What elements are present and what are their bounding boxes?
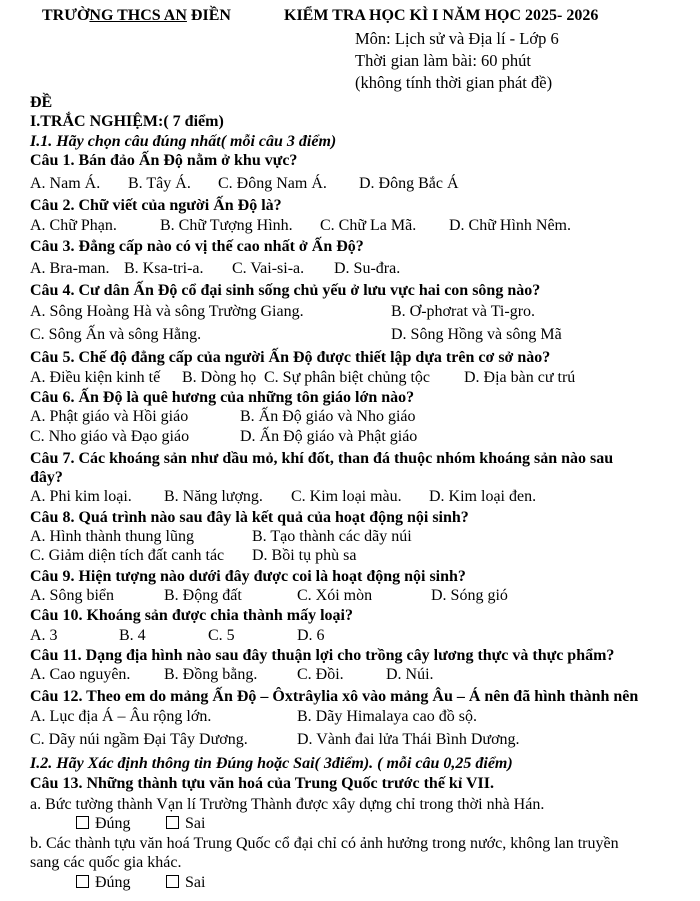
q3-option-d: D. Su-đra. bbox=[334, 260, 401, 277]
question-12: Câu 12. Theo em do mảng Ấn Độ – Ôxtrâylia xô vào mảng Âu – Á nên đã hình thành nên bbox=[30, 688, 639, 705]
exam-title: KIỂM TRA HỌC KÌ I NĂM HỌC 2025- 2026 bbox=[284, 7, 599, 24]
q2-option-b: B. Chữ Tượng Hình. bbox=[160, 217, 293, 234]
q6-option-d: D. Ấn Độ giáo và Phật giáo bbox=[240, 428, 418, 445]
q4-option-a: A. Sông Hoàng Hà và sông Trường Giang. bbox=[30, 303, 304, 320]
q5-option-a: A. Điều kiện kinh tế bbox=[30, 369, 161, 386]
q6-option-c: C. Nho giáo và Đạo giáo bbox=[30, 428, 190, 445]
q6-option-a: A. Phật giáo và Hồi giáo bbox=[30, 408, 189, 425]
q8-option-d: D. Bồi tụ phù sa bbox=[252, 547, 357, 564]
duration-line: Thời gian làm bài: 60 phút bbox=[355, 51, 531, 70]
question-13: Câu 13. Những thành tựu văn hoá của Trung Quốc trước thế kỉ VII. bbox=[30, 775, 494, 792]
q8-option-a: A. Hình thành thung lũng bbox=[30, 528, 194, 545]
part1-title: I.TRẮC NGHIỆM:( 7 điểm) bbox=[30, 113, 224, 130]
q11-option-b: B. Đồng bằng. bbox=[164, 666, 258, 683]
q2-option-d: D. Chữ Hình Nêm. bbox=[449, 217, 571, 234]
q1-option-a: A. Nam Á. bbox=[30, 175, 101, 192]
q8-option-c: C. Giảm diện tích đất canh tác bbox=[30, 547, 225, 564]
q5-option-d: D. Địa bàn cư trú bbox=[464, 369, 576, 386]
q10-option-b: B. 4 bbox=[119, 627, 146, 644]
question-8: Câu 8. Quá trình nào sau đây là kết quả của hoạt động nội sinh? bbox=[30, 509, 469, 526]
question-9: Câu 9. Hiện tượng nào dưới đây được coi là hoạt động nội sinh? bbox=[30, 568, 466, 585]
question-10: Câu 10. Khoáng sản được chia thành mấy loại? bbox=[30, 607, 353, 624]
part12-title: I.2. Hãy Xác định thông tin Đúng hoặc Sai( 3điểm). ( mỗi câu 0,25 điểm) bbox=[30, 755, 513, 772]
q10-option-a: A. 3 bbox=[30, 627, 58, 644]
checkbox-icon[interactable] bbox=[166, 875, 179, 888]
q5-option-b: B. Dòng họ bbox=[182, 369, 257, 386]
q3-option-c: C. Vai-si-a. bbox=[232, 260, 305, 277]
q13b-false-option[interactable]: Sai bbox=[166, 874, 205, 892]
q1-option-b: B. Tây Á. bbox=[128, 175, 191, 192]
q12-option-c: C. Dãy núi ngầm Đại Tây Dương. bbox=[30, 731, 248, 748]
q13-statement-a: a. Bức tường thành Vạn lí Trường Thành được xây dựng chỉ trong thời nhà Hán. bbox=[30, 796, 545, 813]
part1-subtitle: I.1. Hãy chọn câu đúng nhất( mỗi câu 3 điểm) bbox=[30, 133, 337, 150]
q9-option-b: B. Động đất bbox=[164, 587, 242, 604]
q1-option-d: D. Đông Bắc Á bbox=[359, 175, 459, 192]
q13a-true-option[interactable]: Đúng bbox=[76, 815, 131, 833]
q4-option-c: C. Sông Ấn và sông Hằng. bbox=[30, 326, 202, 343]
q5-option-c: C. Sự phân biệt chủng tộc bbox=[264, 369, 430, 386]
q6-option-b: B. Ấn Độ giáo và Nho giáo bbox=[240, 408, 416, 425]
q7-option-c: C. Kim loại màu. bbox=[291, 488, 402, 505]
q11-option-c: C. Đồi. bbox=[297, 666, 344, 683]
q9-option-c: C. Xói mòn bbox=[297, 587, 373, 604]
q13a-false-option[interactable]: Sai bbox=[166, 815, 205, 833]
q13-statement-b: b. Các thành tựu văn hoá Trung Quốc cổ đại chỉ có ảnh hưởng trong nước, không lan truyền bbox=[30, 835, 619, 852]
question-7-cont: đây? bbox=[30, 469, 63, 486]
q7-option-a: A. Phi kim loại. bbox=[30, 488, 132, 505]
note-line: (không tính thời gian phát đề) bbox=[355, 73, 553, 92]
question-7: Câu 7. Các khoáng sản như dầu mỏ, khí đốt, than đá thuộc nhóm khoáng sản nào sau bbox=[30, 450, 614, 467]
checkbox-icon[interactable] bbox=[166, 816, 179, 829]
q4-option-b: B. Ơ-phơrat và Ti-gro. bbox=[391, 303, 536, 320]
de-label: ĐỀ bbox=[30, 94, 53, 111]
subject-line: Môn: Lịch sử và Địa lí - Lớp 6 bbox=[355, 29, 559, 48]
question-2: Câu 2. Chữ viết của người Ấn Độ là? bbox=[30, 197, 282, 214]
question-6: Câu 6. Ấn Độ là quê hương của những tôn giáo lớn nào? bbox=[30, 389, 415, 406]
question-5: Câu 5. Chế độ đẳng cấp của người Ấn Độ được thiết lập dựa trên cơ sở nào? bbox=[30, 349, 551, 366]
q12-option-a: A. Lục địa Á – Âu rộng lớn. bbox=[30, 708, 212, 725]
q10-option-c: C. 5 bbox=[208, 627, 235, 644]
q10-option-d: D. 6 bbox=[297, 627, 325, 644]
q3-option-a: A. Bra-man. bbox=[30, 260, 110, 277]
q11-option-a: A. Cao nguyên. bbox=[30, 666, 131, 683]
q7-option-d: D. Kim loại đen. bbox=[429, 488, 537, 505]
q13-statement-b-cont: sang các quốc gia khác. bbox=[30, 854, 182, 871]
q2-option-c: C. Chữ La Mã. bbox=[320, 217, 417, 234]
q4-option-d: D. Sông Hồng và sông Mã bbox=[391, 326, 562, 343]
question-11: Câu 11. Dạng địa hình nào sau đây thuận lợi cho trồng cây lương thực và thực phẩm? bbox=[30, 647, 615, 664]
q7-option-b: B. Năng lượng. bbox=[164, 488, 263, 505]
question-4: Câu 4. Cư dân Ấn Độ cổ đại sinh sống chủ yếu ở lưu vực hai con sông nào? bbox=[30, 282, 541, 299]
q8-option-b: B. Tạo thành các dãy núi bbox=[252, 528, 412, 545]
q9-option-a: A. Sông biển bbox=[30, 587, 114, 604]
q12-option-d: D. Vành đai lửa Thái Bình Dương. bbox=[297, 731, 520, 748]
q13b-true-option[interactable]: Đúng bbox=[76, 874, 131, 892]
q3-option-b: B. Ksa-tri-a. bbox=[124, 260, 204, 277]
question-3: Câu 3. Đẳng cấp nào có vị thế cao nhất ở Ấn Độ? bbox=[30, 238, 364, 255]
checkbox-icon[interactable] bbox=[76, 875, 89, 888]
q12-option-b: B. Dãy Himalaya cao đồ sộ. bbox=[297, 708, 477, 725]
checkbox-icon[interactable] bbox=[76, 816, 89, 829]
q9-option-d: D. Sóng gió bbox=[431, 587, 508, 604]
q1-option-c: C. Đông Nam Á. bbox=[218, 175, 327, 192]
q11-option-d: D. Núi. bbox=[386, 666, 434, 683]
q2-option-a: A. Chữ Phạn. bbox=[30, 217, 117, 234]
question-1: Câu 1. Bán đảo Ấn Độ nằm ở khu vực? bbox=[30, 152, 298, 169]
school-name: TRƯỜNG THCS AN ĐIỀN bbox=[42, 7, 231, 24]
